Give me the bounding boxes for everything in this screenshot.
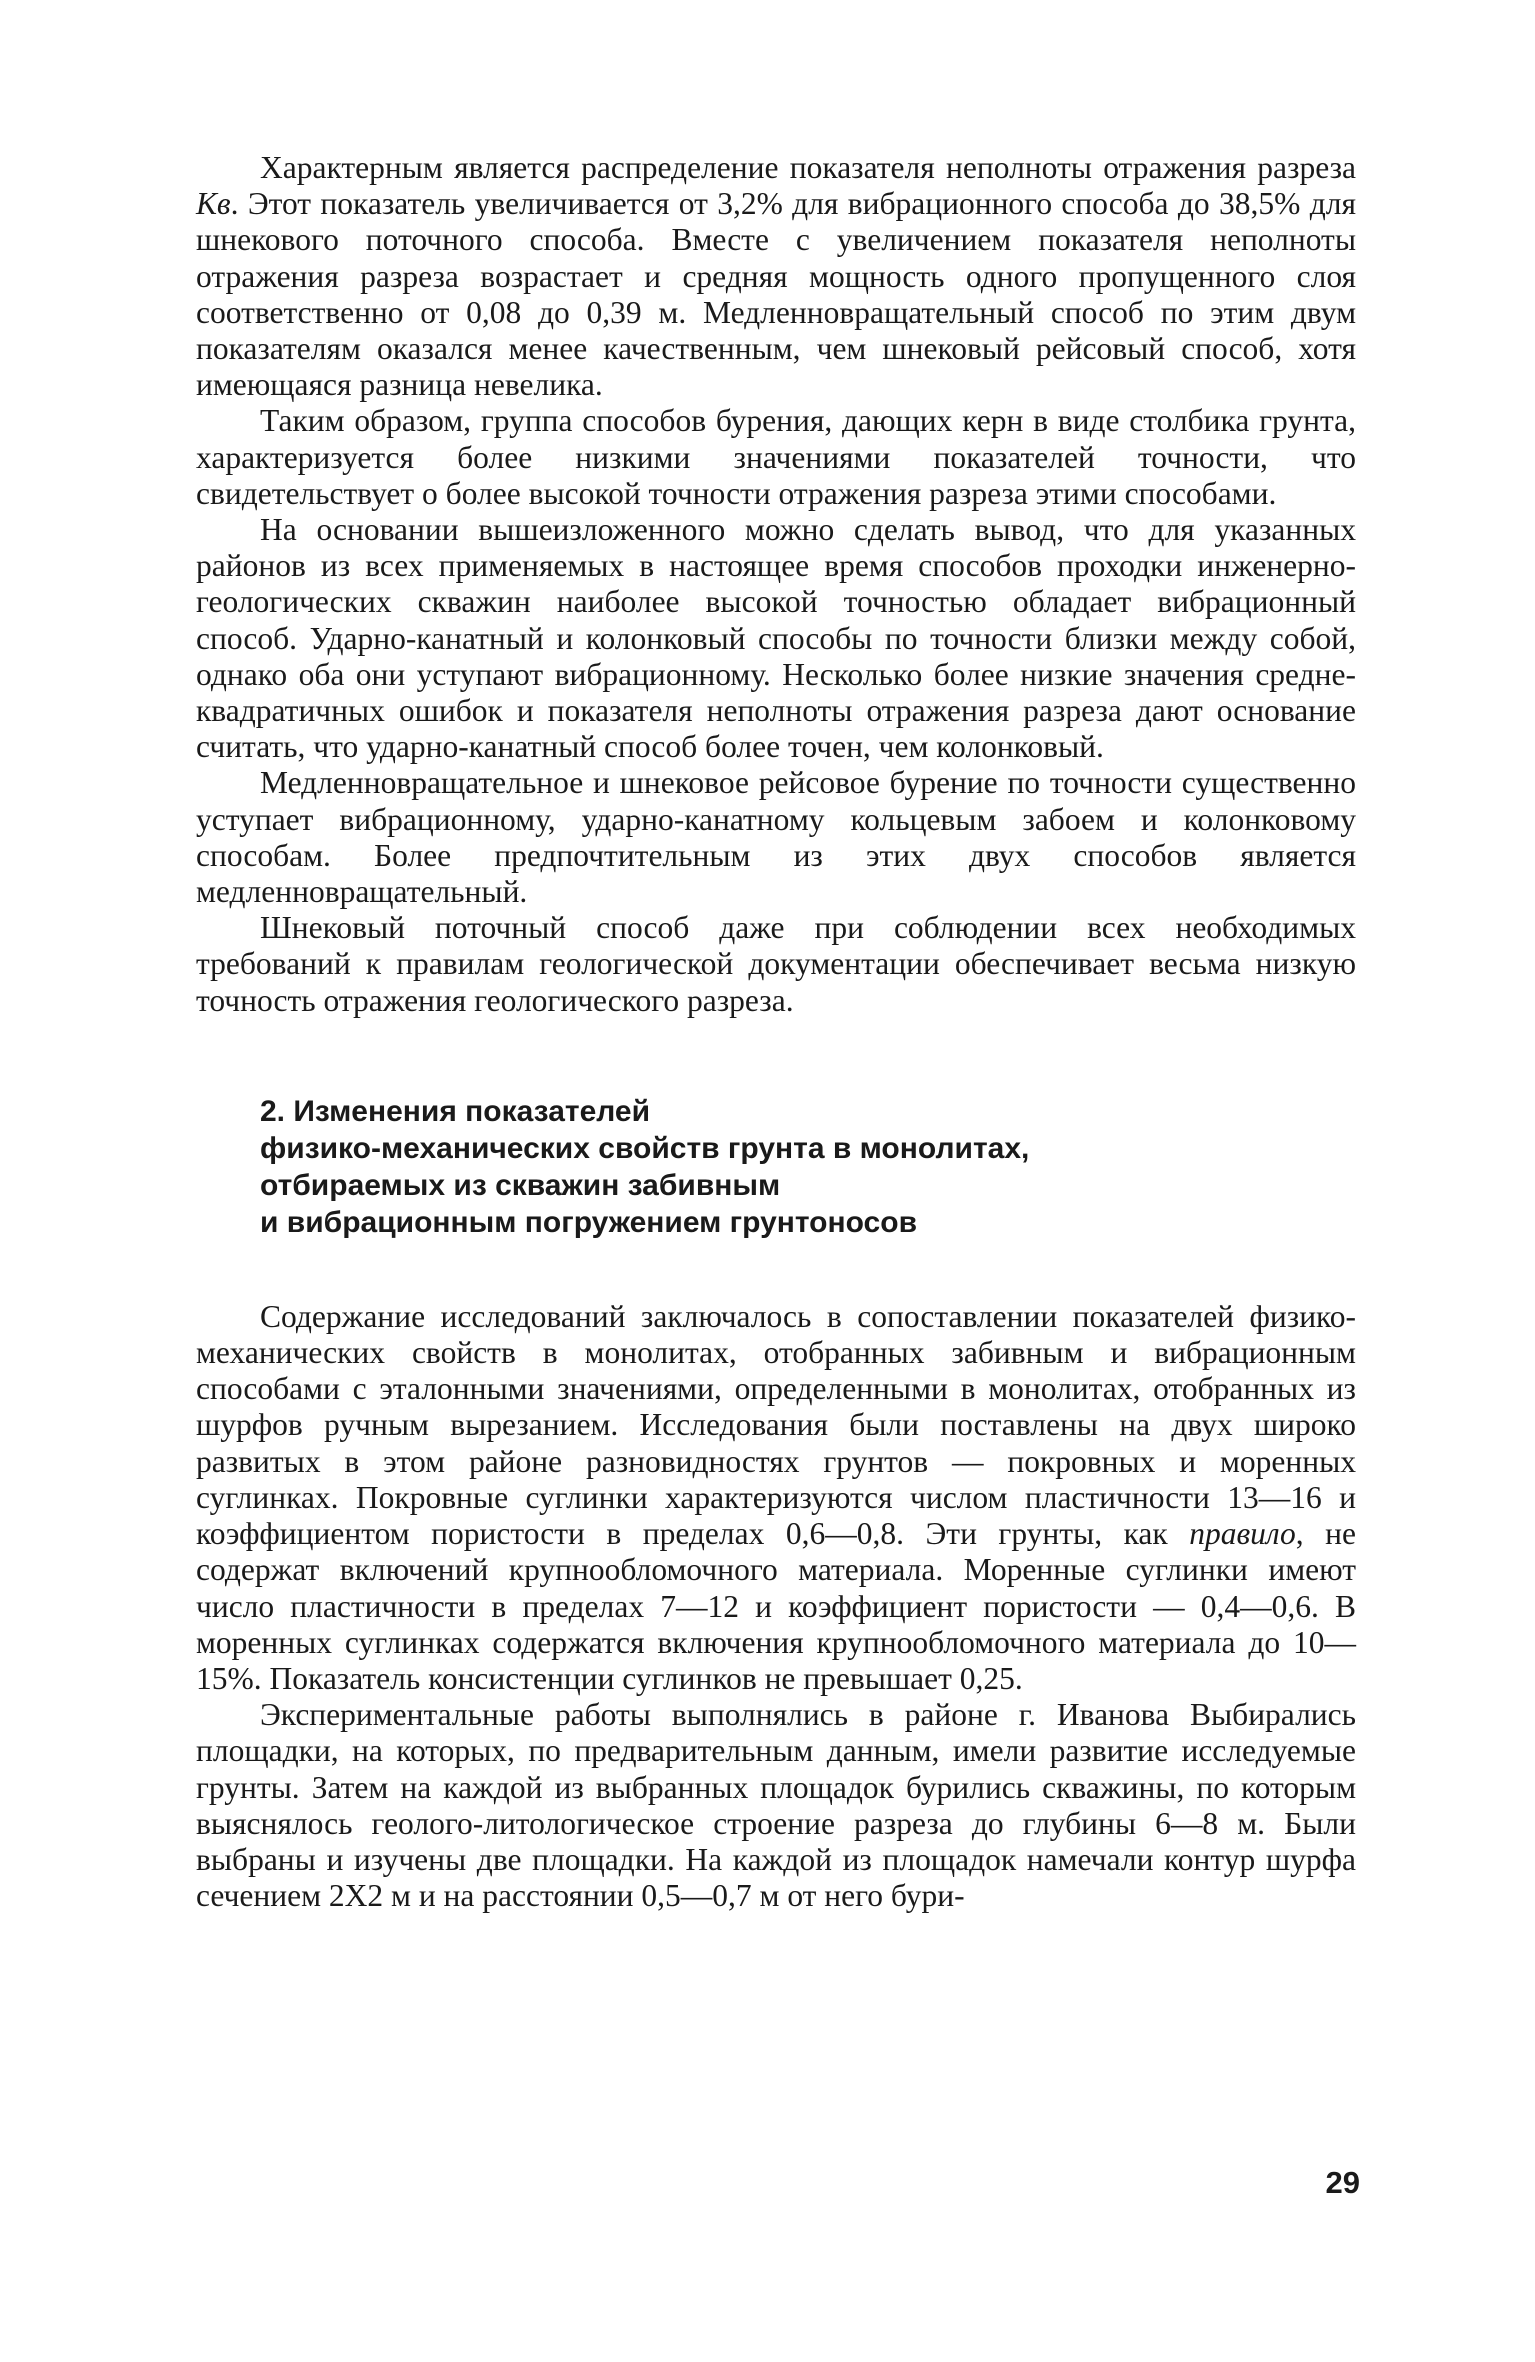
paragraph-6-italic-word: правило [1189,1516,1296,1552]
paragraph-6-text-a: Содержание исследований заключалось в сопоставлении показателей физико-механических свойств в монолитах, отобранных забивным и вибрационным способами с эталонными значениями, определенными в монолитах, отобранных из шурфов ручным вырезанием. Исследования были поставлены на двух широко развитых в этом районе разновидностях грунтов — покровных и моренных суглинках. Покровные суглинки характеризуются числом пластичности 13—16 и коэффициентом пористости в пределах 0,6—0,8. Эти грунты, как [196,1298,1356,1552]
paragraph-5: Шнековый поточный способ даже при соблюдении всех необходимых требований к правилам геологической документации обеспечивает весьма низкую точность отражения геологического разреза. [196,910,1356,1018]
page-number: 29 [1325,2165,1360,2200]
coefficient-symbol: Кв [196,186,231,222]
paragraph-4: Медленновращательное и шнековое рейсовое бурение по точности существенно уступает вибрационному, ударно-канатному кольцевым забоем и колонковому способам. Более предпочтительным из этих двух способов является медленновращательный. [196,765,1356,910]
paragraph-1 [196,150,1356,403]
paragraph-6-text-b: , не содержат включений крупнообломочного материала. Моренные суглинки имеют число пластичности в пределах 7—12 и коэффициент пористости — 0,4—0,6. В моренных суглинках содержатся включения крупнообломочного материала до 10—15%. Показатель консистенции суглинков не превышает 0,25. [196,1516,1357,1696]
paragraph-3: На основании вышеизложенного можно сделать вывод, что для указанных районов из всех применяемых в настоящее время способов проходки инженерно-геологических скважин наиболее высокой точностью обладает вибрационный способ. Ударно-канатный и колонковый способы по точности близки между собой, однако оба они уступают вибрационному. Несколько более низкие значения среднеквадратичных ошибок и показателя неполноты отражения разреза дают основание считать, что ударно-канатный способ более точен, чем колонковый. [196,512,1356,765]
section-heading-line-4: и вибрационным погружением грунтоносов [260,1205,918,1239]
paragraph-2: Таким образом, группа способов бурения, дающих керн в виде столбика грунта, характеризуется более низкими значениями показателей точности, что свидетельствует о более высокой точности отражения разреза этими способами. [196,403,1356,511]
paragraph-6 [196,1299,1356,1697]
section-heading-line-1: 2. Изменения показателей [260,1094,651,1128]
section-heading-line-3: отбираемых из скважин забивным [260,1168,781,1202]
paragraph-7: Экспериментальные работы выполнялись в районе г. Иванова Выбирались площадки, на которых, по предварительным данным, имели развитие исследуемые грунты. Затем на каждой из выбранных площадок бурились скважины, по которым выяснялось геолого-литологическое строение разреза до глубины 6—8 м. Были выбраны и изучены две площадки. На каждой из площадок намечали контур шурфа сечением 2Х2 м и на расстоянии 0,5—0,7 м от него бури- [196,1697,1356,1914]
section-heading-line-2: физико-механических свойств грунта в монолитах, [260,1131,1030,1165]
paragraph-1-text-a: Характерным является распределение показателя неполноты отражения разреза [260,150,1356,185]
page-body [196,150,1356,1914]
section-heading [260,1093,1356,1241]
paragraph-1-text-b: . Этот показатель увеличивается от 3,2% для вибрационного способа до 38,5% для шнекового поточного способа. Вместе с увеличением показателя неполноты отражения разреза возрастает и средняя мощность одного пропущенного слоя соответственно от 0,08 до 0,39 м. Медленновращательный способ по этим двум показателям оказался менее качественным, чем шнековый рейсовый способ, хотя имеющаяся разница невелика. [196,186,1356,403]
